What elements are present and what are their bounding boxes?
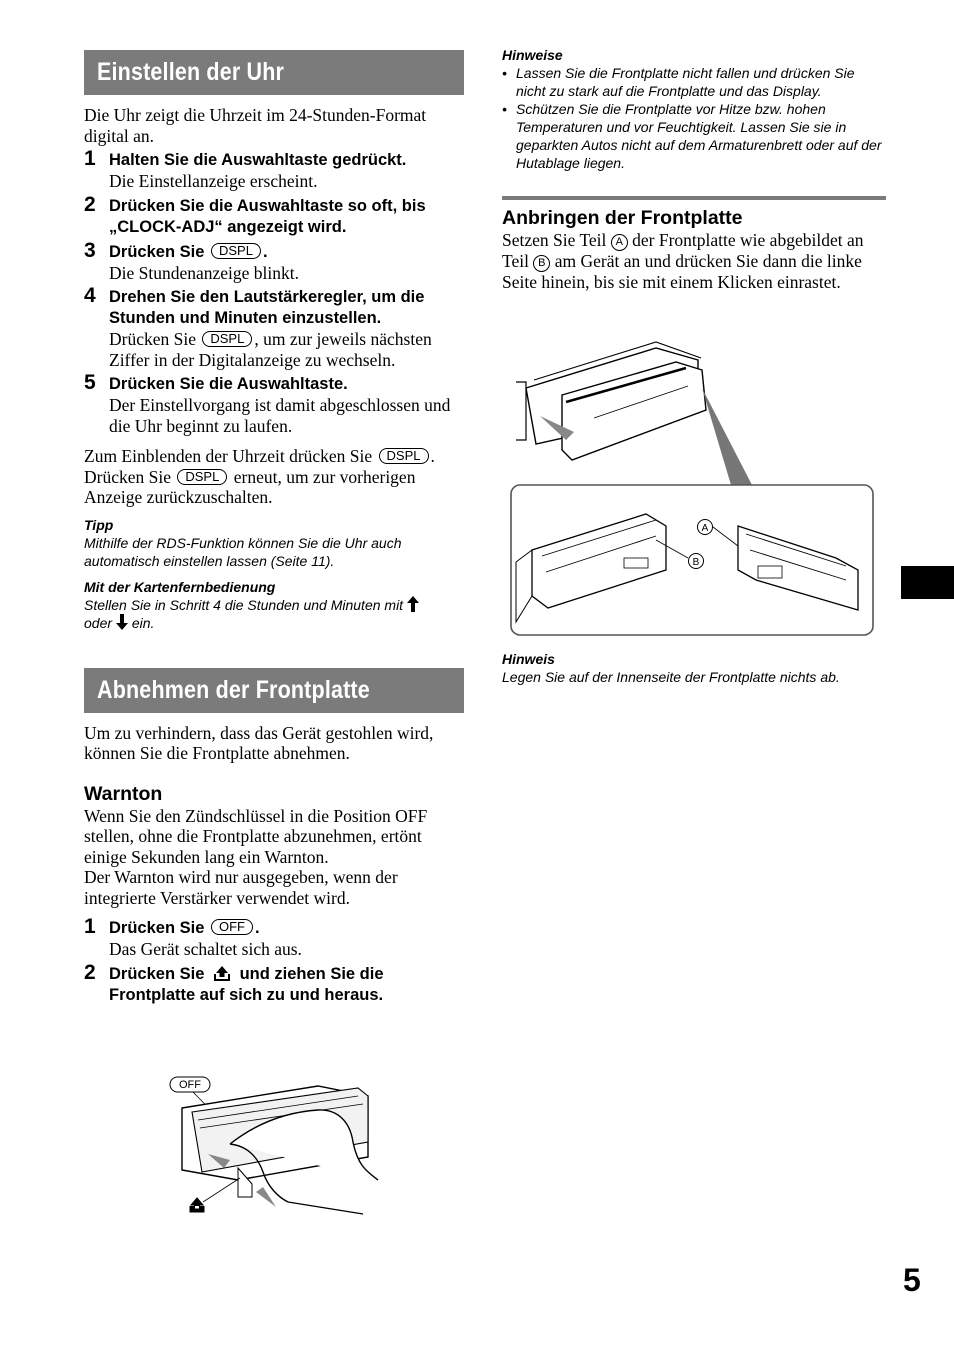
off-key-label: OFF — [179, 1079, 201, 1091]
display-paragraph: Zum Einblenden der Uhrzeit drücken Sie DSPL . Drücken Sie DSPL erneut, um zur vorherigen Anzeige zurückzuschalten. — [84, 446, 435, 507]
clock-step-5: 5 Drücken Sie die Auswahltaste. Der Einstellvorgang ist damit abgeschlossen und die Uhr beginnt zu laufen. — [84, 371, 451, 436]
warn-text-1: Wenn Sie den Zündschlüssel in die Position OFF stellen, ohne die Frontplatte abzunehmen, ertönt einige Sekunden lang ein Warnton. — [84, 805, 428, 867]
clock-step-1: 1 Halten Sie die Auswahltaste gedrückt. Die Einstellanzeige erscheint. — [84, 147, 407, 191]
release-button-icon — [190, 1198, 204, 1212]
arrow-down-icon — [116, 614, 128, 630]
label-a: A — [611, 234, 628, 251]
chapter-tab-marker — [901, 566, 954, 599]
hint-text: Legen Sie auf der Innenseite der Frontplatte nichts ab. — [502, 669, 840, 685]
attach-title: Anbringen der Frontplatte — [502, 207, 743, 229]
tip-title: Tipp — [84, 516, 114, 533]
dspl-key: DSPL — [379, 448, 429, 464]
remote-text: Stellen Sie in Schritt 4 die Stunden und Minuten mit oder ein. — [84, 596, 464, 632]
dspl-key: DSPL — [202, 331, 252, 347]
left-column — [84, 50, 464, 1006]
arrow-up-icon — [407, 596, 419, 612]
tip-text: Mithilfe der RDS-Funktion können Sie die Uhr auch automatisch einstellen lassen (Seite 11). — [84, 534, 402, 569]
attach-text: Setzen Sie Teil A der Frontplatte wie abgebildet an Teil B am Gerät an und drücken Sie dann die linke Seite hinein, bis sie mit einem Klicken einrastet. — [502, 230, 864, 292]
figure-attach-faceplate — [506, 340, 878, 640]
section-title-clock: Einstellen der Uhr — [84, 50, 464, 95]
warn-title: Warnton — [84, 782, 163, 805]
remote-title: Mit der Kartenfernbedienung — [84, 578, 276, 595]
faceplate-step-2: 2 Drücken Sie und ziehen Sie die Frontplatte auf sich zu und heraus. — [84, 960, 384, 1004]
label-a-marker: A — [701, 523, 709, 534]
figure-remove-faceplate — [168, 1072, 383, 1220]
right-column — [502, 46, 886, 293]
section-title-faceplate: Abnehmen der Frontplatte — [84, 668, 464, 713]
label-b-marker: B — [692, 557, 700, 568]
faceplate-intro: Um zu verhindern, dass das Gerät gestohlen wird, können Sie die Frontplatte abnehmen. — [84, 722, 434, 763]
page-number: 5 — [903, 1262, 921, 1298]
notes-title: Hinweise — [502, 47, 563, 63]
clock-step-2: 2 Drücken Sie die Auswahltaste so oft, bis „CLOCK-ADJ“ angezeigt wird. — [84, 192, 426, 236]
clock-intro: Die Uhr zeigt die Uhrzeit im 24-Stunden-Format digital an. — [84, 105, 427, 146]
label-b: B — [533, 255, 550, 272]
clock-step-3: 3 Drücken Sie DSPL . Die Stundenanzeige blinkt. — [84, 238, 300, 283]
section-rule — [502, 196, 886, 200]
dspl-key: DSPL — [177, 469, 227, 485]
note-item: • Lassen Sie die Frontplatte nicht fallen und drücken Sie nicht zu stark auf die Frontplatte und das Display. — [502, 65, 855, 99]
clock-step-4: 4 Drehen Sie den Lautstärkeregler, um die Stunden und Minuten einzustellen. Drücken Sie DSPL , um zur jeweils nächsten Ziffer in der Digitalanzeige zu wechseln. — [84, 284, 432, 370]
note-item: • Schützen Sie die Frontplatte vor Hitze bzw. hohen Temperaturen und vor Feuchtigkeit. Lassen Sie sie in geparkten Autos nicht auf dem Armaturenbrett oder auf der Hutablage liegen. — [502, 101, 882, 171]
hint-title: Hinweis — [502, 651, 555, 667]
hint-box — [502, 650, 892, 686]
dspl-key: DSPL — [211, 243, 261, 259]
faceplate-step-1: 1 Drücken Sie OFF . Das Gerät schaltet sich aus. — [84, 915, 302, 959]
release-button-icon — [213, 965, 231, 981]
off-key: OFF — [211, 919, 253, 935]
warn-text-2: Der Warnton wird nur ausgegeben, wenn der integrierte Verstärker verwendet wird. — [84, 867, 398, 908]
